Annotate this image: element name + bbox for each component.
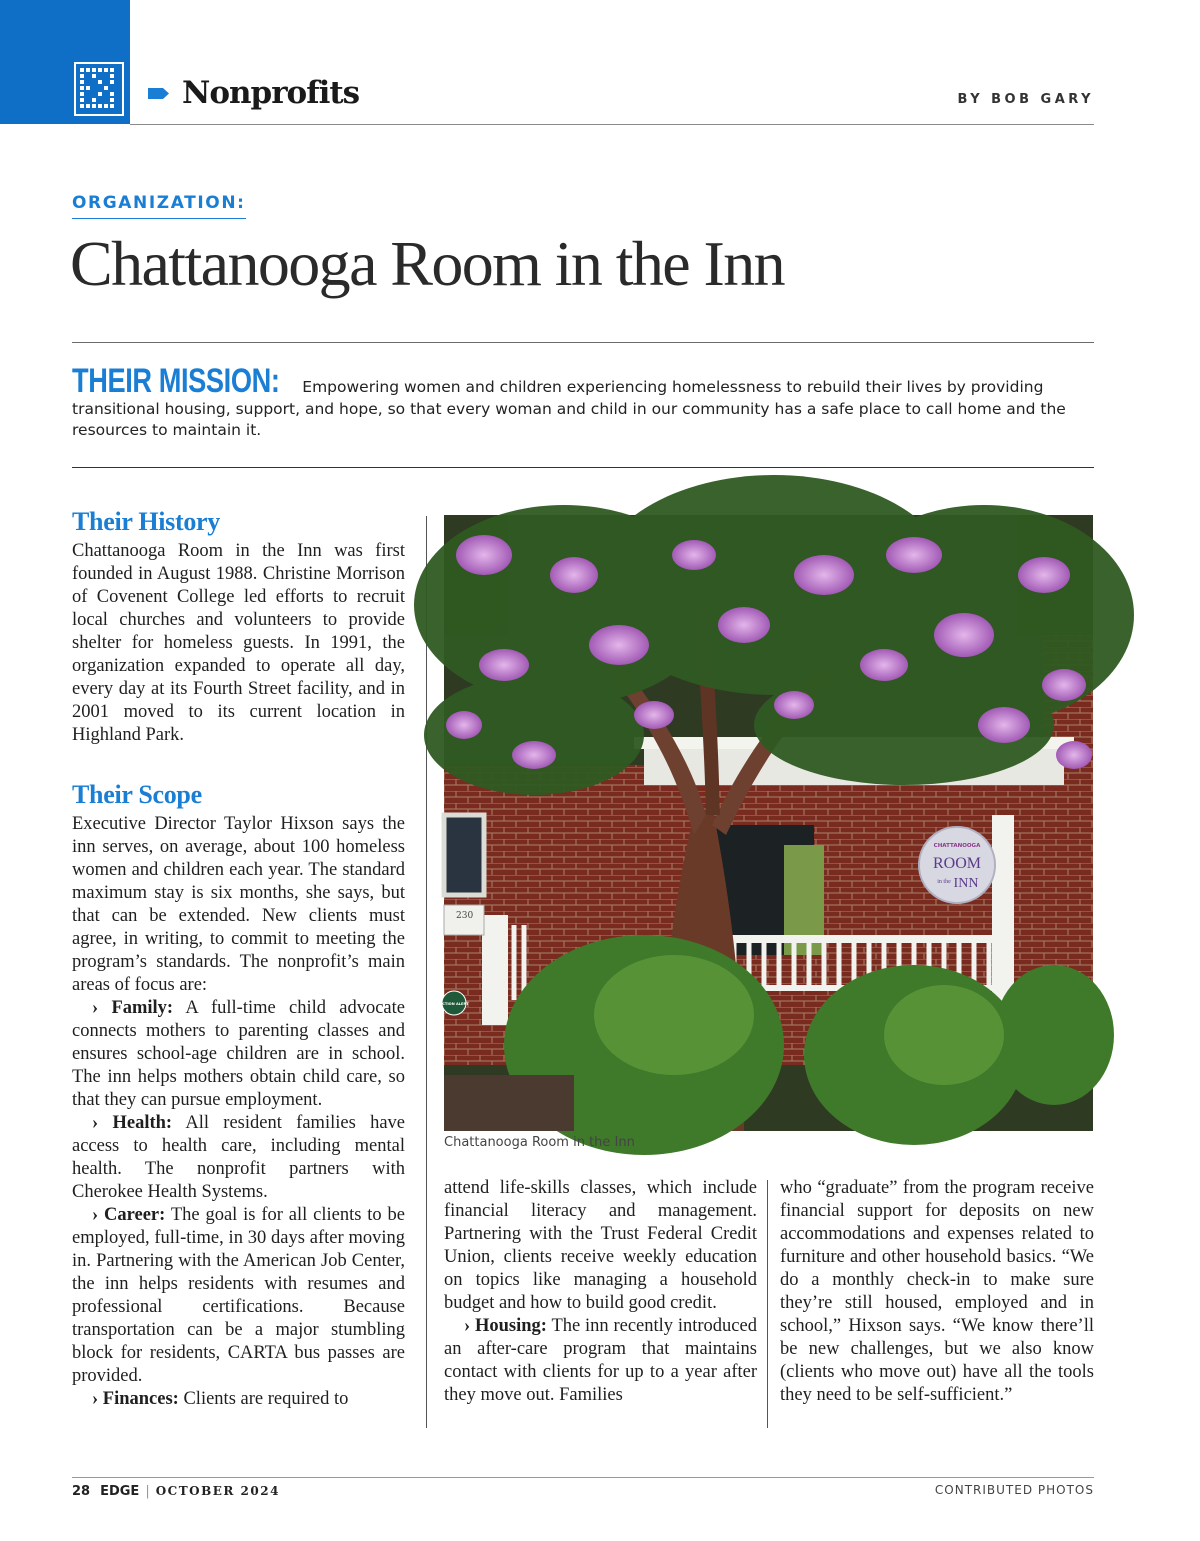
life-skills-paragraph: attend life-skills classes, which include financial literacy and management. Partnering with the Trust Federal Credit Union, clients receive weekly education on topics like managing a household budget and how to build good credit. <box>444 1178 757 1313</box>
health-paragraph <box>72 1112 405 1204</box>
family-text: A full-time child advocate connects mothers to parenting classes and ensures school-age children are in school. The inn helps mothers obtain child care, so that they can pursue employment. <box>72 998 405 1110</box>
mission-statement <box>72 362 1096 442</box>
section-arrow-icon <box>148 87 170 100</box>
divider <box>72 342 1094 343</box>
graduate-paragraph: who “graduate” from the program receive financial support for deposits on new accommodations and expenses related to furniture and other household basics. “We do a monthly check-in to make sure they’re still housed, employed and in school,” Hixson says. “We know there’ll be new challenges, but we also know (clients who move out) have all the tools they need to be self-sufficient.” <box>780 1178 1094 1405</box>
photo-credit: CONTRIBUTED PHOTOS <box>934 1483 1094 1497</box>
magazine-logo-icon <box>74 62 124 116</box>
family-paragraph <box>72 997 405 1112</box>
folio <box>72 1484 280 1499</box>
history-heading: Their History <box>72 507 220 536</box>
article-photo <box>439 515 1093 1131</box>
byline: BY BOB GARY <box>957 92 1094 107</box>
housing-paragraph <box>444 1315 757 1407</box>
footer-rule <box>72 1477 1094 1478</box>
issue-date: OCTOBER 2024 <box>155 1484 280 1498</box>
yard-sign-text: ACTION ALERT <box>439 1002 469 1006</box>
article-title: Chattanooga Room in the Inn <box>70 228 785 299</box>
finances-paragraph <box>72 1388 405 1411</box>
page-number: 28 <box>72 1484 91 1499</box>
photo-caption: Chattanooga Room in the Inn <box>444 1135 635 1150</box>
magazine-name: EDGE <box>100 1484 140 1499</box>
mission-text: Empowering women and children experiencing homelessness to rebuild their lives by providing transitional housing, support, and hope, so that every woman and child in our community has a safe place to call home and the resources to maintain it. <box>72 378 1066 439</box>
sign-in-the: in the <box>937 879 951 885</box>
organization-label: ORGANIZATION: <box>72 193 246 219</box>
header-rule <box>130 124 1094 125</box>
house-photo-illustration <box>439 515 1093 1131</box>
column-rule <box>767 1180 768 1428</box>
career-label: › Career: <box>92 1205 166 1225</box>
house-number: 230 <box>456 911 474 921</box>
column-rule <box>426 516 427 1428</box>
finances-text: Clients are required to <box>178 1389 349 1409</box>
mission-label: THEIR MISSION: <box>72 362 280 400</box>
career-text: The goal is for all clients to be employed, full-time, in 30 days after moving in. Partnering with the American Job Center, the inn helps residents with resumes and professional certifications. Because transportation can be a major stumbling block for residents, CARTA bus passes are provided. <box>72 1205 405 1386</box>
career-paragraph <box>72 1204 405 1388</box>
family-label: › Family: <box>92 998 174 1018</box>
section-label: Nonprofits <box>182 75 360 111</box>
sign-room: ROOM <box>932 855 982 872</box>
health-label: › Health: <box>92 1113 173 1133</box>
health-text: All resident families have access to health care, including mental health. The nonprofit partners with Cherokee Health Systems. <box>72 1113 405 1202</box>
scope-paragraph: Executive Director Taylor Hixson says the inn serves, on average, about 100 homeless women and children each year. The standard maximum stay is six months, she says, but that can be extended. New clients must agree, in writing, to commit to meeting the program’s standards. The nonprofit’s main areas of focus are: <box>72 814 405 995</box>
column-2 <box>444 1177 757 1407</box>
sign-inn: INN <box>953 876 979 891</box>
history-paragraph: Chattanooga Room in the Inn was first founded in August 1988. Christine Morrison of Covenent College led efforts to recruit local churches and volunteers to provide shelter for homeless guests. In 1991, the organization expanded to operate all day, every day at its Fourth Street facility, and in 2001 moved to its current location in Highland Park. <box>72 541 405 745</box>
scope-heading: Their Scope <box>72 780 202 809</box>
divider <box>72 467 1094 468</box>
column-3 <box>780 1177 1094 1407</box>
sign-top: CHATTANOOGA <box>933 843 981 849</box>
finances-label: › Finances: <box>92 1389 179 1409</box>
housing-text: The inn recently introduced an after-care program that maintains contact with clients for up to a year after they move out. Families <box>444 1316 757 1405</box>
housing-label: › Housing: <box>464 1316 547 1336</box>
column-1 <box>72 506 405 1411</box>
folio-separator: | <box>145 1484 150 1499</box>
